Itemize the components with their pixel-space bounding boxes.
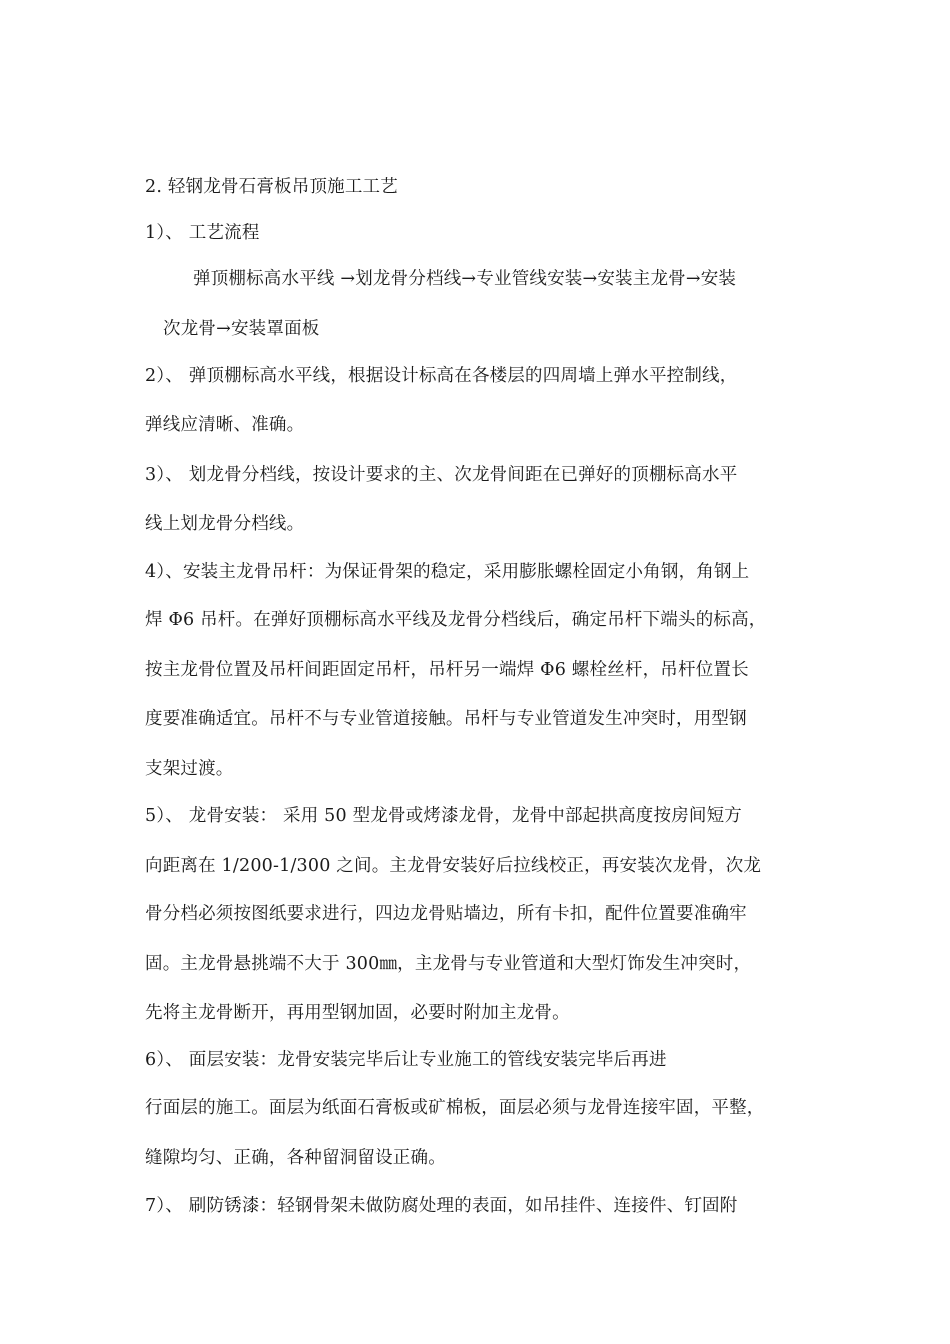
paragraph-4-line-5: 支架过渡。	[145, 759, 234, 779]
paragraph-6-line-3: 缝隙均匀、正确，各种留洞留设正确。	[145, 1148, 446, 1168]
paragraph-6-line-2: 行面层的施工。面层为纸面石膏板或矿棉板，面层必须与龙骨连接牢固，平整，	[145, 1098, 765, 1118]
paragraph-4-line-1: 4）、安装主龙骨吊杆：为保证骨架的稳定，采用膨胀螺栓固定小角钢，角钢上	[145, 562, 750, 582]
paragraph-4-line-4: 度要准确适宜。吊杆不与专业管道接触。吊杆与专业管道发生冲突时，用型钢	[145, 709, 747, 729]
paragraph-5-line-4: 固。主龙骨悬挑端不大于 300㎜，主龙骨与专业管道和大型灯饰发生冲突时，	[145, 954, 752, 974]
paragraph-6-line-1: 6）、 面层安装：龙骨安装完毕后让专业施工的管线安装完毕后再进	[145, 1050, 667, 1070]
process-flow-line-2: 次龙骨→安装罩面板	[163, 319, 320, 339]
paragraph-4-line-3: 按主龙骨位置及吊杆间距固定吊杆，吊杆另一端焊 Φ6 螺栓丝杆，吊杆位置长	[145, 660, 749, 680]
paragraph-7-line-1: 7）、 刷防锈漆：轻钢骨架未做防腐处理的表面，如吊挂件、连接件、钉固附	[145, 1196, 738, 1216]
paragraph-4-line-2: 焊 Φ6 吊杆。在弹好顶棚标高水平线及龙骨分档线后，确定吊杆下端头的标高，	[145, 610, 767, 630]
section-heading: 2. 轻钢龙骨石膏板吊顶施工工艺	[145, 177, 398, 197]
paragraph-2-line-2: 弹线应清晰、准确。	[145, 415, 305, 435]
paragraph-5-line-3: 骨分档必须按图纸要求进行，四边龙骨贴墙边，所有卡扣，配件位置要准确牢	[145, 904, 747, 924]
paragraph-3-line-2: 线上划龙骨分档线。	[145, 514, 305, 534]
paragraph-2-line-1: 2）、 弹顶棚标高水平线，根据设计标高在各楼层的四周墙上弹水平控制线，	[145, 366, 738, 386]
paragraph-5-line-1: 5）、 龙骨安装： 采用 50 型龙骨或烤漆龙骨，龙骨中部起拱高度按房间短方	[145, 806, 743, 826]
subsection-heading-1: 1）、 工艺流程	[145, 223, 260, 243]
paragraph-3-line-1: 3）、 划龙骨分档线，按设计要求的主、次龙骨间距在已弹好的顶棚标高水平	[145, 465, 738, 485]
process-flow-line-1: 弹顶棚标高水平线 →划龙骨分档线→专业管线安装→安装主龙骨→安装	[193, 269, 737, 289]
paragraph-5-line-2: 向距离在 1/200-1/300 之间。主龙骨安装好后拉线校正，再安装次龙骨，次龙	[145, 856, 762, 876]
paragraph-5-line-5: 先将主龙骨断开，再用型钢加固，必要时附加主龙骨。	[145, 1003, 570, 1023]
